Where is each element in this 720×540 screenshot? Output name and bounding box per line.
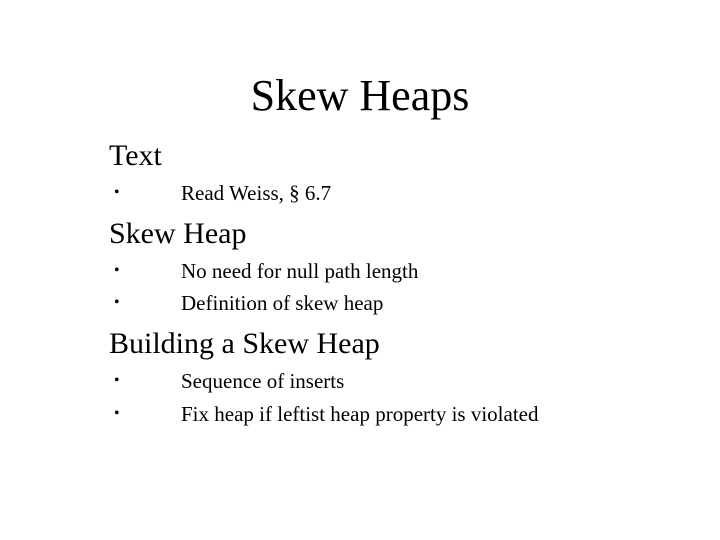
bullet-text: Fix heap if leftist heap property is violated bbox=[181, 402, 539, 426]
section-heading-text: Text bbox=[109, 139, 162, 172]
bullet-dot-icon: • bbox=[114, 184, 120, 201]
slide-title: Skew Heaps bbox=[250, 71, 470, 120]
bullet-text: No need for null path length bbox=[181, 259, 419, 283]
bullet-dot-icon: • bbox=[114, 372, 120, 389]
bullet-text: Definition of skew heap bbox=[181, 291, 384, 315]
bullet-text: Sequence of inserts bbox=[181, 369, 345, 393]
section-heading-building: Building a Skew Heap bbox=[109, 327, 380, 360]
bullet-dot-icon: • bbox=[114, 294, 120, 311]
bullet-dot-icon: • bbox=[114, 262, 120, 279]
bullet-text: Read Weiss, § 6.7 bbox=[181, 181, 332, 205]
bullet-dot-icon: • bbox=[114, 405, 120, 422]
section-heading-skew-heap: Skew Heap bbox=[109, 217, 247, 250]
